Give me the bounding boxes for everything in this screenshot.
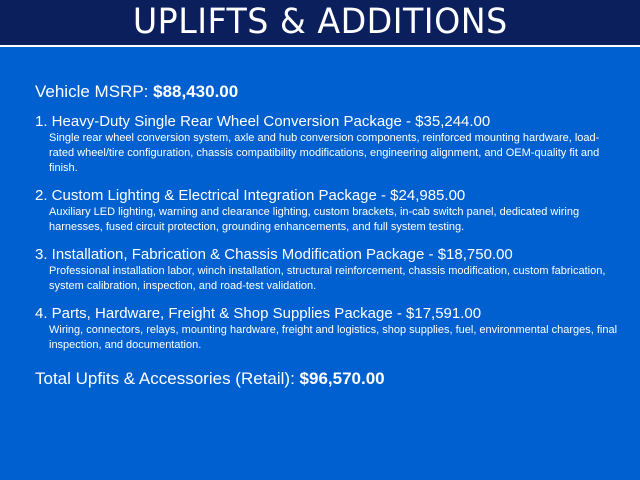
package-title: 2. Custom Lighting & Electrical Integration Package - $24,985.00 <box>35 187 466 204</box>
package-item-2 <box>35 186 620 235</box>
package-title: 1. Heavy-Duty Single Rear Wheel Conversion Package - $35,244.00 <box>35 113 491 130</box>
package-description: Auxiliary LED lighting, warning and clearance lighting, custom brackets, in-cab switch panel, dedicated wiring harnesses, fused circuit protection, grounding enhancements, and full system testing. <box>49 206 580 233</box>
package-item-1 <box>35 112 620 176</box>
header-bar <box>0 0 640 47</box>
package-title: 3. Installation, Fabrication & Chassis Modification Package - $18,750.00 <box>35 246 513 263</box>
package-description: Wiring, connectors, relays, mounting hardware, freight and logistics, shop supplies, fuel, environmental charges, final inspection, and documentation. <box>49 324 618 351</box>
msrp-label: Vehicle MSRP: <box>35 82 149 101</box>
package-description: Professional installation labor, winch installation, structural reinforcement, chassis modification, custom fabrication, system calibration, inspection, and road-test validation. <box>49 265 606 292</box>
package-description: Single rear wheel conversion system, axle and hub conversion components, reinforced mounting hardware, load-rated wheel/tire configuration, chassis compatibility modifications, engineering alignment, and OEM-quality fit and finish. <box>49 132 600 174</box>
package-item-3 <box>35 245 620 294</box>
msrp-value: $88,430.00 <box>153 82 239 101</box>
total-line <box>35 369 620 389</box>
package-item-4 <box>35 304 620 353</box>
total-value: $96,570.00 <box>299 369 385 388</box>
content-area <box>35 82 620 389</box>
package-title: 4. Parts, Hardware, Freight & Shop Supplies Package - $17,591.00 <box>35 305 482 322</box>
page-title: UPLIFTS & ADDITIONS <box>132 2 508 42</box>
total-label: Total Upfits & Accessories (Retail): <box>35 369 295 388</box>
msrp-line <box>35 82 620 102</box>
